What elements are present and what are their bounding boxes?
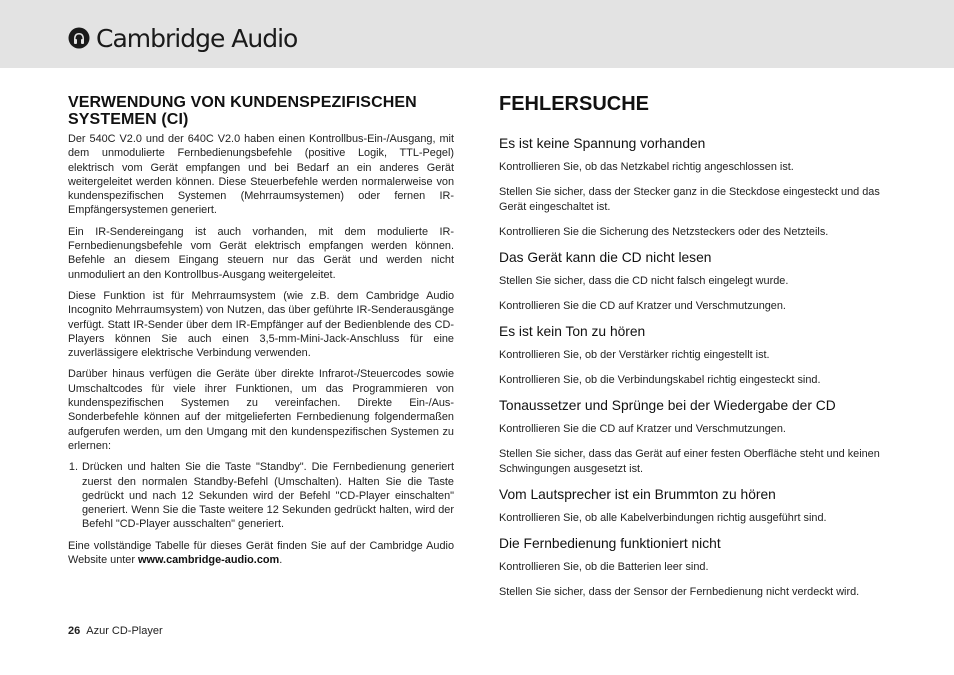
problem-heading: Es ist kein Ton zu hören xyxy=(499,324,646,339)
ci-instruction-list xyxy=(68,460,454,531)
ci-paragraph: Darüber hinaus verfügen die Geräte über direkte Infrarot-/Steuercodes sowie Umschaltcodes für viele ihrer Funktionen, um das Programmieren von kundenspezifischen Systemen zu vereinfachen. Direkte Ein-/Aus-Sonderbefehle können auf der mitgelieferten Fernbedienung folgendermaßen aufgerufen werden, um den Umgang mit den kundenspezifischen Systemen zu erlernen: xyxy=(68,368,454,452)
troubleshooting-item xyxy=(499,487,891,526)
solution-text: Kontrollieren Sie die CD auf Kratzer und Verschmutzungen. xyxy=(499,300,786,312)
solution-text: Kontrollieren Sie, ob die Batterien leer sind. xyxy=(499,561,709,573)
solution-text: Kontrollieren Sie, ob alle Kabelverbindungen richtig ausgeführt sind. xyxy=(499,512,827,524)
solution-text: Kontrollieren Sie, ob die Verbindungskabel richtig eingesteckt sind. xyxy=(499,374,821,386)
problem-heading: Das Gerät kann die CD nicht lesen xyxy=(499,250,712,265)
product-name: Azur CD-Player xyxy=(86,625,163,637)
troubleshooting-title: FEHLERSUCHE xyxy=(499,93,650,115)
troubleshooting-item xyxy=(499,536,891,600)
ci-paragraph: Diese Funktion ist für Mehrraumsystem (wie z.B. dem Cambridge Audio Incognito Mehrraumsystem) von Nutzen, das über geführte IR-Senderausgänge verfügt. Statt IR-Sender über dem IR-Empfänger auf der Bedienblende des CD-Players können Sie auch einen 3,5-mm-Mini-Jack-Anschluss für eine zuverlässigere elektrische Verbindung verwenden. xyxy=(68,289,454,360)
cambridge-audio-logo-icon xyxy=(68,27,90,49)
page-header xyxy=(0,0,954,68)
ci-instruction-item: 1. Drücken und halten Sie die Taste "Standby". Die Fernbedienung generiert zuerst den normalen Standby-Befehl (Umschalten). Halten Sie die Taste gedrückt und nach 12 Sekunden wird der Befehl "CD-Player einschalten" generiert. Wenn Sie die Taste weitere 12 Sekunden gedrückt halten, wird der Befehl "CD-Player ausschalten" generiert. xyxy=(81,460,454,531)
troubleshooting-item xyxy=(499,398,891,477)
solution-text: Stellen Sie sicher, dass der Sensor der Fernbedienung nicht verdeckt wird. xyxy=(499,586,860,598)
solution-text: Kontrollieren Sie, ob der Verstärker richtig eingestellt ist. xyxy=(499,349,770,361)
solution-text: Stellen Sie sicher, dass die CD nicht falsch eingelegt wurde. xyxy=(499,275,789,287)
page-footer xyxy=(68,625,163,637)
ci-paragraph: Ein IR-Sendereingang ist auch vorhanden, mit dem modulierte IR-Fernbedienungsbefehle vom Gerät elektrisch empfangen werden können. Befehle an diesem Eingang steuern nur das Gerät und werden nicht unmoduliert an den Kontrollbus-Ausgang weitergeleitet. xyxy=(68,225,454,281)
website-link[interactable]: www.cambridge-audio.com xyxy=(138,554,280,567)
ci-closing-end: . xyxy=(279,554,283,567)
solution-text: Kontrollieren Sie die CD auf Kratzer und Verschmutzungen. xyxy=(499,423,786,435)
troubleshooting-item xyxy=(499,136,891,240)
troubleshooting-item xyxy=(499,324,891,388)
ci-closing-text: Eine vollständige Tabelle für dieses Gerät finden Sie auf der Cambridge Audio Website unter xyxy=(68,539,454,567)
problem-heading: Die Fernbedienung funktioniert nicht xyxy=(499,536,721,551)
page-number: 26 xyxy=(68,625,81,637)
ci-section xyxy=(68,94,454,574)
solution-text: Stellen Sie sicher, dass das Gerät auf einer festen Oberfläche steht und keinen Schwingungen ausgesetzt ist. xyxy=(499,448,880,475)
solution-text: Kontrollieren Sie die Sicherung des Netzsteckers oder des Netzteils. xyxy=(499,226,829,238)
solution-text: Stellen Sie sicher, dass der Stecker ganz in die Steckdose eingesteckt und das Gerät eingeschaltet ist. xyxy=(499,186,880,213)
problem-heading: Es ist keine Spannung vorhanden xyxy=(499,136,706,151)
brand-logo xyxy=(68,22,297,54)
brand-name: Cambridge Audio xyxy=(96,23,298,53)
ci-closing-paragraph xyxy=(68,539,454,568)
ci-title: VERWENDUNG VON KUNDENSPEZIFISCHEN SYSTEMEN (CI) xyxy=(68,94,417,128)
troubleshooting-item xyxy=(499,250,891,314)
solution-text: Kontrollieren Sie, ob das Netzkabel richtig angeschlossen ist. xyxy=(499,161,794,173)
problem-heading: Tonaussetzer und Sprünge bei der Wiedergabe der CD xyxy=(499,398,836,413)
ci-paragraph: Der 540C V2.0 und der 640C V2.0 haben einen Kontrollbus-Ein-/Ausgang, mit dem unmodulierte Fernbedienungsbefehle (positive Logik, TTL-Pegel) elektrisch vom Gerät empfangen und bei Bedarf an ein anderes Gerät weitergeleitet werden können. Diese Steuerbefehle werden normalerweise von kundenspezifischen Systemen (Mehrraumsystemen) oder fernen IR-Empfängersystemen generiert. xyxy=(68,133,454,217)
troubleshooting-section xyxy=(499,92,891,610)
problem-heading: Vom Lautsprecher ist ein Brummton zu hören xyxy=(499,487,776,502)
